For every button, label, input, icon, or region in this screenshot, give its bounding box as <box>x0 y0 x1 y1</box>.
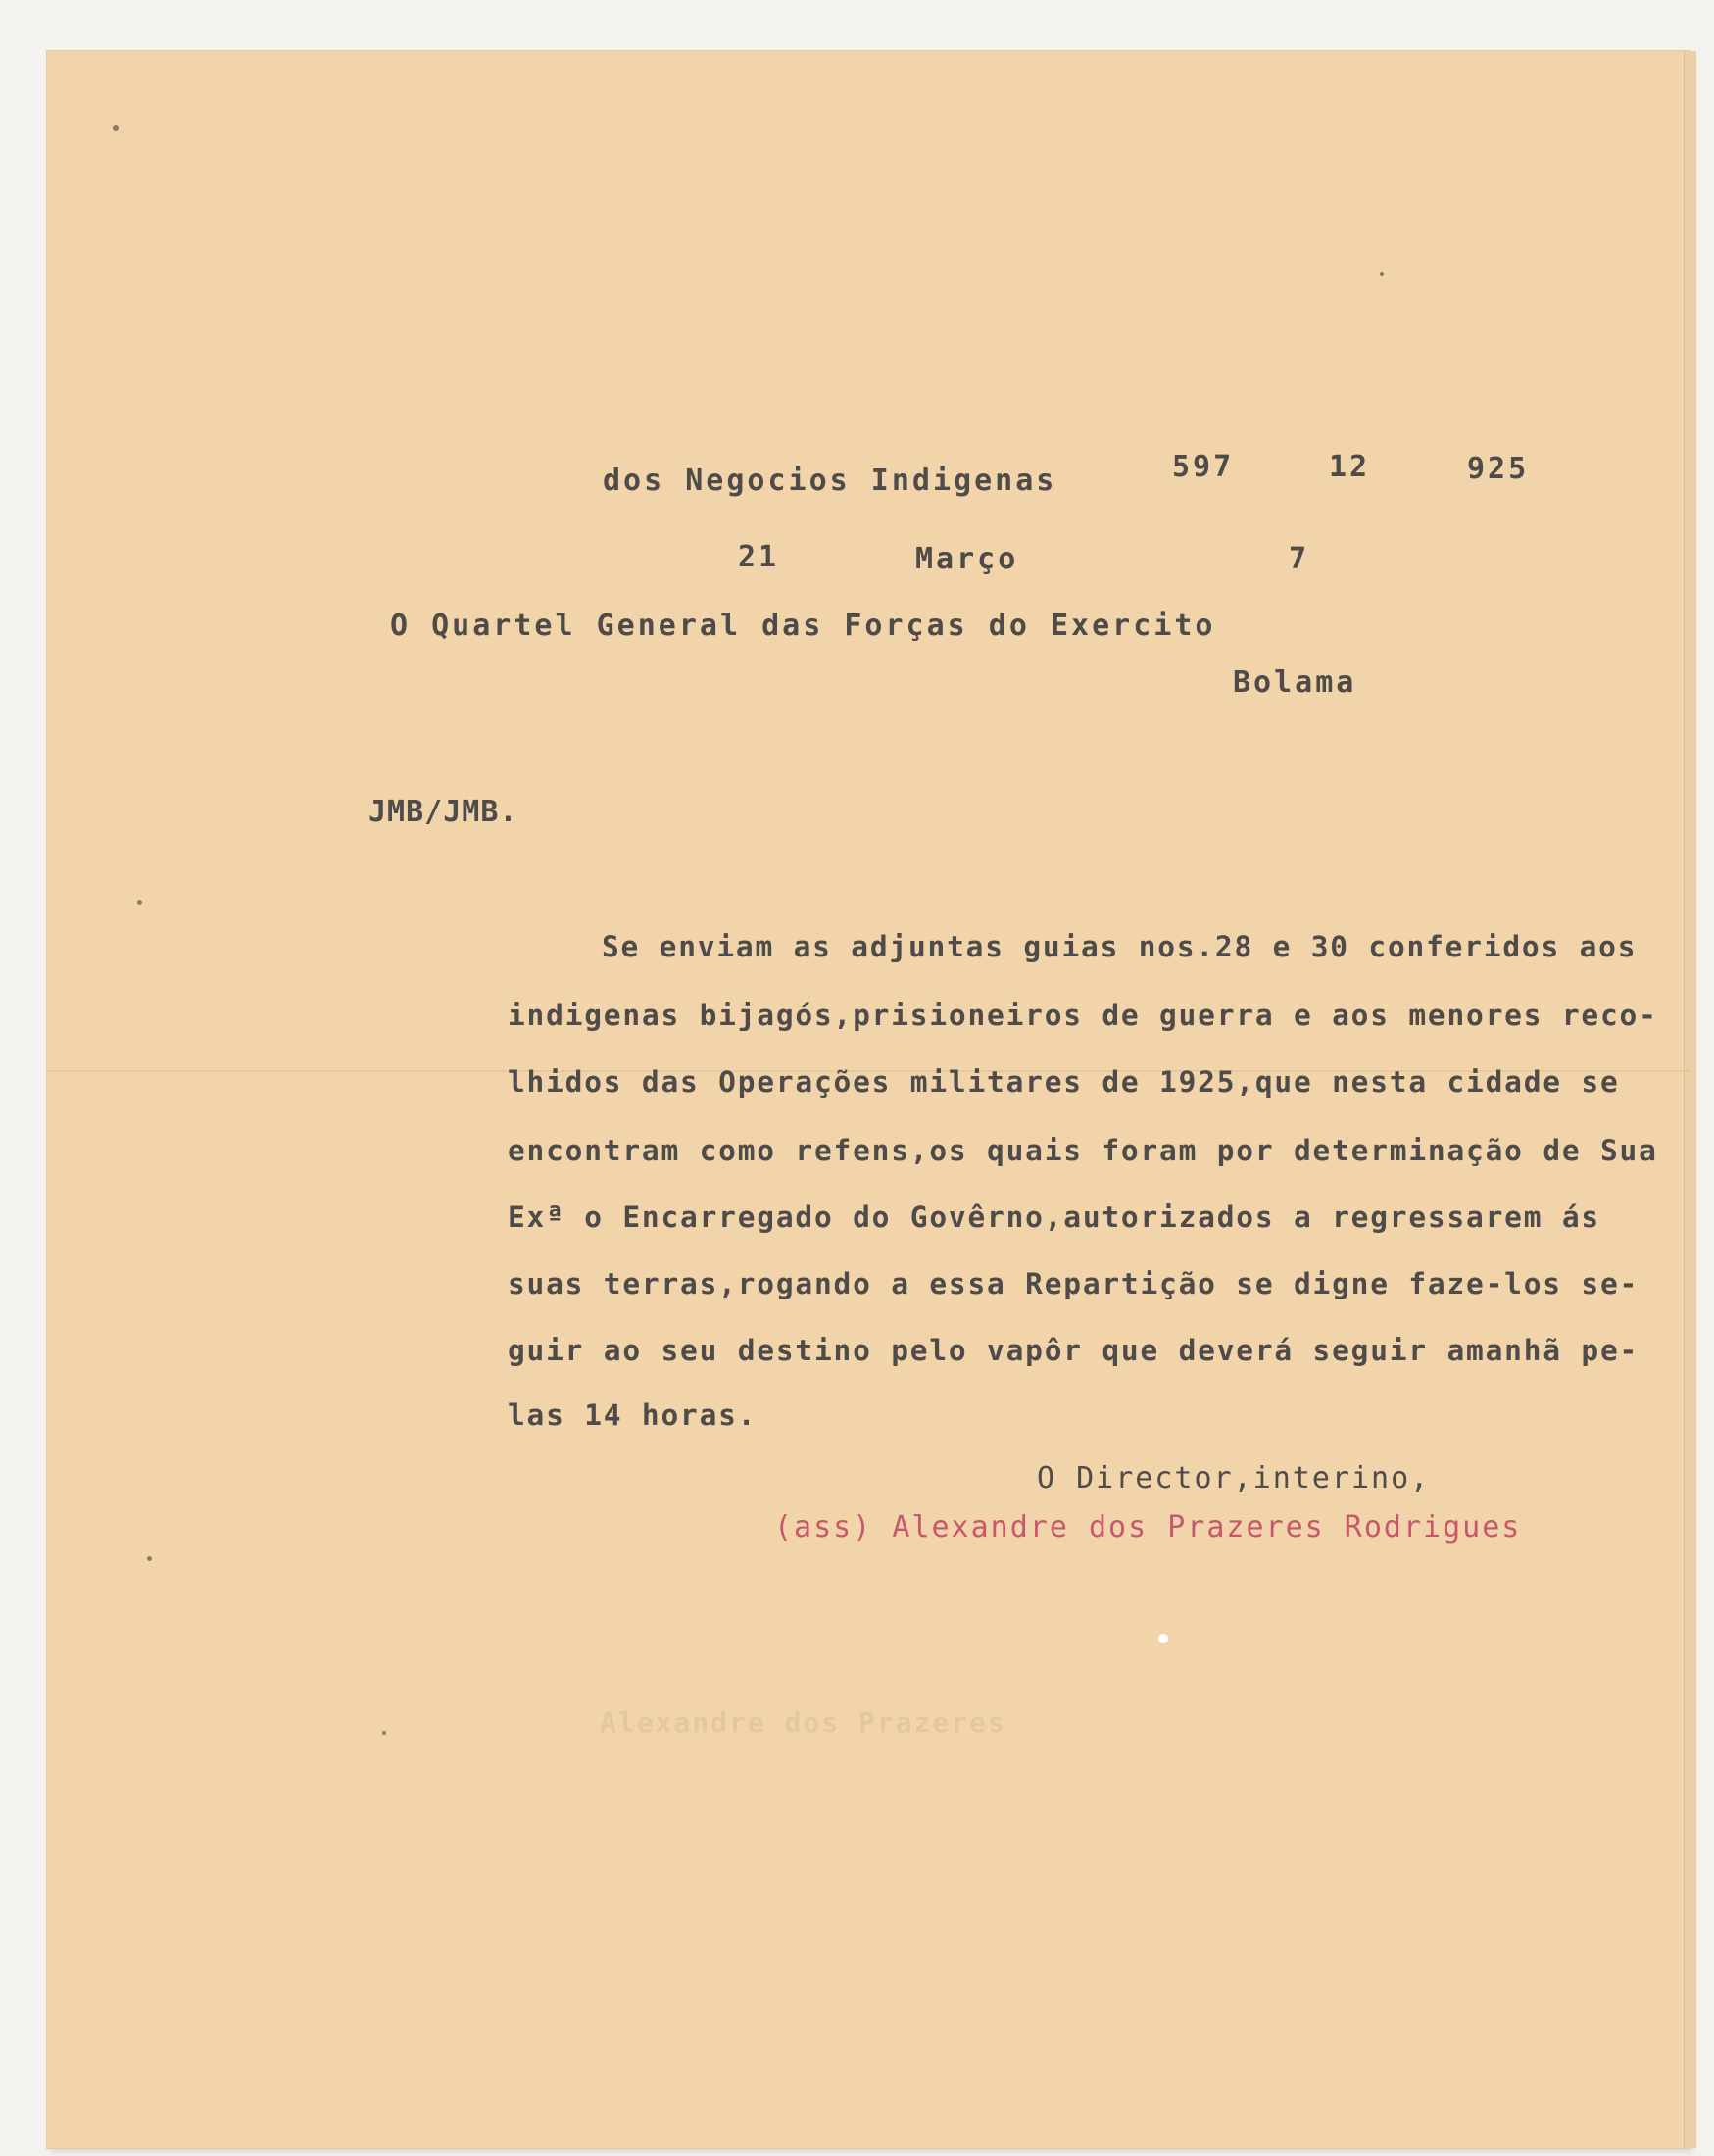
paper-speck <box>113 125 119 131</box>
document-year: 925 <box>1467 452 1530 486</box>
document-series: 12 <box>1329 450 1371 484</box>
paper-hole <box>1158 1634 1168 1643</box>
director-title: O Director,interino, <box>1037 1461 1431 1495</box>
faint-bleed-text: Alexandre dos Prazeres <box>600 1706 1006 1739</box>
reference-initials: JMB/JMB. <box>368 795 518 829</box>
body-line: las 14 horas. <box>508 1398 758 1432</box>
paper-sheet <box>47 51 1690 2148</box>
body-line: lhidos das Operações militares de 1925,que nesta cidade se <box>508 1065 1620 1099</box>
item-number: 7 <box>1289 542 1310 576</box>
place: Bolama <box>1233 665 1357 700</box>
paper-speck <box>137 900 142 905</box>
paper-speck <box>382 1731 386 1735</box>
paper-speck <box>1380 272 1384 276</box>
body-line: Exª o Encarregado do Govêrno,autorizados a regressarem ás <box>508 1200 1600 1234</box>
body-line: indigenas bijagós,prisioneiros de guerra e aos menores reco- <box>508 999 1658 1032</box>
date-day: 21 <box>738 540 780 574</box>
recipient: O Quartel General das Forças do Exercito <box>390 609 1216 643</box>
body-line: encontram como refens,os quais foram por determinação de Sua <box>508 1134 1658 1167</box>
paper-speck <box>147 1556 152 1561</box>
paper-edge <box>1684 51 1696 2148</box>
date-month: Março <box>915 542 1019 576</box>
body-line: guir ao seu destino pelo vapôr que deverá seguir amanhã pe- <box>508 1334 1640 1367</box>
document-number: 597 <box>1172 450 1235 484</box>
signature: (ass) Alexandre dos Prazeres Rodrigues <box>774 1510 1522 1544</box>
body-line: suas terras,rogando a essa Repartição se digne faze-los se- <box>508 1267 1640 1300</box>
department-name: dos Negocios Indigenas <box>603 464 1057 498</box>
body-line: Se enviam as adjuntas guias nos.28 e 30 conferidos aos <box>602 930 1638 963</box>
